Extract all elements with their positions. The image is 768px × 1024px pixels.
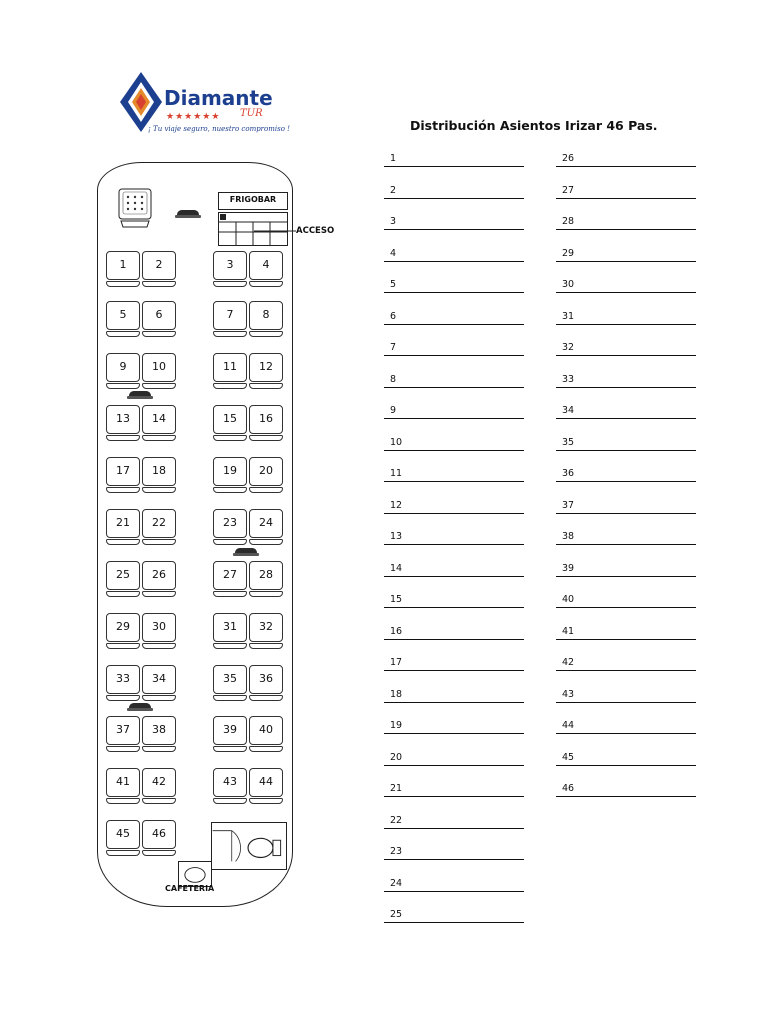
seat-27[interactable]: [213, 561, 247, 599]
seat-number: 40: [259, 723, 273, 736]
passenger-name-underline: [384, 859, 524, 860]
passenger-line-17[interactable]: [384, 657, 526, 671]
passenger-line-number: 13: [390, 531, 403, 542]
acceso-arrow-icon: [254, 224, 296, 238]
seat-number: 31: [223, 620, 237, 633]
seat-32[interactable]: [249, 613, 283, 651]
seat-2[interactable]: [142, 251, 176, 289]
seat-number: 29: [116, 620, 130, 633]
seat-number: 27: [223, 568, 237, 581]
passenger-name-underline: [384, 292, 524, 293]
passenger-line-20[interactable]: [384, 752, 526, 766]
passenger-name-underline: [384, 576, 524, 577]
seat-number: 38: [152, 723, 166, 736]
passenger-line-3[interactable]: [384, 216, 526, 230]
seat-number: 43: [223, 775, 237, 788]
seat-number: 42: [152, 775, 166, 788]
seat-33[interactable]: [106, 665, 140, 703]
passenger-name-underline: [384, 418, 524, 419]
passenger-name-underline: [556, 292, 696, 293]
passenger-name-underline: [556, 450, 696, 451]
passenger-line-number: 9: [390, 405, 397, 416]
passenger-line-16[interactable]: [384, 626, 526, 640]
passenger-line-21[interactable]: [384, 783, 526, 797]
passenger-name-underline: [384, 324, 524, 325]
passenger-line-number: 27: [562, 184, 575, 196]
passenger-line-number: 40: [562, 594, 575, 605]
passenger-line-number: 33: [562, 373, 575, 385]
tv-monitor-icon: [233, 548, 259, 557]
driver-seat-icon: [118, 188, 152, 228]
seat-3[interactable]: [213, 251, 247, 289]
passenger-name-underline: [556, 198, 696, 199]
passenger-line-40[interactable]: [556, 594, 698, 608]
seat-number: 12: [259, 360, 273, 373]
seat-number: 25: [116, 568, 130, 581]
seat-number: 2: [155, 258, 163, 271]
passenger-line-8[interactable]: [384, 374, 526, 388]
seat-number: 34: [152, 672, 166, 685]
passenger-line-number: 21: [390, 783, 403, 794]
passenger-name-underline: [384, 765, 524, 766]
seat-number: 14: [152, 412, 166, 425]
passenger-name-underline: [384, 261, 524, 262]
passenger-line-15[interactable]: [384, 594, 526, 608]
seat-number: 16: [259, 412, 273, 425]
passenger-line-number: 25: [390, 909, 403, 920]
passenger-line-35[interactable]: [556, 437, 698, 451]
passenger-name-underline: [556, 229, 696, 230]
passenger-line-number: 10: [390, 436, 403, 448]
passenger-line-25[interactable]: [384, 909, 526, 923]
passenger-line-28[interactable]: [556, 216, 698, 230]
passenger-line-36[interactable]: [556, 468, 698, 482]
passenger-line-number: 31: [562, 310, 575, 322]
brand-stars: ★★★★★★: [166, 112, 221, 122]
passenger-line-5[interactable]: [384, 279, 526, 293]
passenger-name-underline: [556, 166, 696, 167]
seat-number: 4: [262, 258, 270, 271]
seat-number: 17: [116, 464, 130, 477]
passenger-name-underline: [556, 702, 696, 703]
seat-7[interactable]: [213, 301, 247, 339]
passenger-line-34[interactable]: [556, 405, 698, 419]
passenger-line-number: 8: [390, 373, 397, 385]
passenger-line-number: 3: [390, 216, 397, 227]
passenger-line-number: 18: [390, 688, 403, 700]
passenger-name-underline: [556, 607, 696, 608]
passenger-line-number: 28: [562, 216, 575, 227]
passenger-line-37[interactable]: [556, 500, 698, 514]
passenger-name-underline: [384, 796, 524, 797]
seat-44[interactable]: [249, 768, 283, 806]
passenger-name-underline: [384, 670, 524, 671]
passenger-name-underline: [384, 639, 524, 640]
seat-number: 26: [152, 568, 166, 581]
passenger-line-23[interactable]: [384, 846, 526, 860]
restroom-icon: [211, 822, 287, 870]
passenger-line-number: 6: [390, 310, 397, 322]
passenger-name-underline: [556, 670, 696, 671]
passenger-line-42[interactable]: [556, 657, 698, 671]
seat-5[interactable]: [106, 301, 140, 339]
passenger-name-underline: [556, 796, 696, 797]
passenger-name-underline: [556, 639, 696, 640]
passenger-line-31[interactable]: [556, 311, 698, 325]
page-title: Distribución Asientos Irizar 46 Pas.: [410, 118, 658, 133]
brand-sub: TUR: [240, 108, 263, 119]
passenger-line-number: 2: [390, 184, 397, 196]
seat-number: 10: [152, 360, 166, 373]
tv-monitor-icon: [175, 210, 201, 219]
passenger-line-18[interactable]: [384, 689, 526, 703]
seat-number: 3: [226, 258, 234, 271]
seat-number: 7: [226, 308, 234, 321]
passenger-line-number: 39: [562, 562, 575, 574]
passenger-name-underline: [384, 387, 524, 388]
passenger-line-32[interactable]: [556, 342, 698, 356]
seat-17[interactable]: [106, 457, 140, 495]
seat-37[interactable]: [106, 716, 140, 754]
passenger-line-number: 15: [390, 594, 403, 605]
seat-9[interactable]: [106, 353, 140, 391]
passenger-name-underline: [556, 418, 696, 419]
seat-8[interactable]: [249, 301, 283, 339]
passenger-name-underline: [384, 166, 524, 167]
passenger-line-number: 14: [390, 562, 403, 574]
seat-31[interactable]: [213, 613, 247, 651]
seat-34[interactable]: [142, 665, 176, 703]
seat-45[interactable]: [106, 820, 140, 858]
seat-number: 45: [116, 827, 130, 840]
seat-36[interactable]: [249, 665, 283, 703]
passenger-line-19[interactable]: [384, 720, 526, 734]
passenger-line-number: 17: [390, 657, 403, 668]
passenger-line-number: 12: [390, 499, 403, 511]
passenger-line-14[interactable]: [384, 563, 526, 577]
seat-number: 8: [262, 308, 270, 321]
seat-4[interactable]: [249, 251, 283, 289]
passenger-line-27[interactable]: [556, 185, 698, 199]
passenger-line-41[interactable]: [556, 626, 698, 640]
seat-29[interactable]: [106, 613, 140, 651]
seat-14[interactable]: [142, 405, 176, 443]
passenger-line-number: 1: [390, 153, 397, 164]
passenger-line-12[interactable]: [384, 500, 526, 514]
acceso-label: ACCESO: [296, 226, 335, 236]
passenger-name-underline: [556, 261, 696, 262]
passenger-line-33[interactable]: [556, 374, 698, 388]
passenger-line-30[interactable]: [556, 279, 698, 293]
brand-name: Diamante: [164, 86, 273, 110]
passenger-line-number: 44: [562, 720, 575, 731]
passenger-line-number: 23: [390, 846, 403, 857]
passenger-line-11[interactable]: [384, 468, 526, 482]
seat-41[interactable]: [106, 768, 140, 806]
passenger-line-6[interactable]: [384, 311, 526, 325]
passenger-line-number: 38: [562, 531, 575, 542]
passenger-line-46[interactable]: [556, 783, 698, 797]
passenger-name-underline: [384, 450, 524, 451]
seat-46[interactable]: [142, 820, 176, 858]
seat-42[interactable]: [142, 768, 176, 806]
passenger-line-44[interactable]: [556, 720, 698, 734]
seat-22[interactable]: [142, 509, 176, 547]
tv-monitor-icon: [127, 391, 153, 400]
seat-number: 19: [223, 464, 237, 477]
seat-38[interactable]: [142, 716, 176, 754]
passenger-line-number: 29: [562, 247, 575, 259]
seat-number: 18: [152, 464, 166, 477]
passenger-line-7[interactable]: [384, 342, 526, 356]
passenger-line-26[interactable]: [556, 153, 698, 167]
passenger-line-number: 43: [562, 688, 575, 700]
passenger-line-10[interactable]: [384, 437, 526, 451]
passenger-line-number: 45: [562, 751, 575, 763]
seat-35[interactable]: [213, 665, 247, 703]
passenger-line-number: 4: [390, 247, 397, 259]
seat-number: 23: [223, 516, 237, 529]
seat-21[interactable]: [106, 509, 140, 547]
passenger-name-underline: [556, 513, 696, 514]
passenger-line-1[interactable]: [384, 153, 526, 167]
seat-number: 28: [259, 568, 273, 581]
seat-11[interactable]: [213, 353, 247, 391]
seat-number: 11: [223, 360, 237, 373]
seat-number: 5: [119, 308, 127, 321]
passenger-line-13[interactable]: [384, 531, 526, 545]
passenger-name-underline: [556, 387, 696, 388]
seat-18[interactable]: [142, 457, 176, 495]
passenger-line-number: 11: [390, 468, 403, 479]
passenger-line-number: 20: [390, 751, 403, 763]
seat-20[interactable]: [249, 457, 283, 495]
seat-25[interactable]: [106, 561, 140, 599]
seat-12[interactable]: [249, 353, 283, 391]
tv-monitor-icon: [127, 703, 153, 712]
passenger-name-underline: [384, 481, 524, 482]
seat-13[interactable]: [106, 405, 140, 443]
passenger-name-underline: [384, 229, 524, 230]
seat-number: 21: [116, 516, 130, 529]
seat-number: 30: [152, 620, 166, 633]
passenger-line-24[interactable]: [384, 878, 526, 892]
passenger-name-underline: [384, 355, 524, 356]
passenger-line-number: 30: [562, 279, 575, 290]
passenger-name-underline: [556, 544, 696, 545]
passenger-line-number: 19: [390, 720, 403, 731]
seat-number: 39: [223, 723, 237, 736]
seat-26[interactable]: [142, 561, 176, 599]
passenger-name-underline: [556, 324, 696, 325]
passenger-name-underline: [556, 733, 696, 734]
passenger-line-2[interactable]: [384, 185, 526, 199]
passenger-line-45[interactable]: [556, 752, 698, 766]
passenger-line-number: 32: [562, 342, 575, 353]
company-logo: [118, 68, 290, 140]
passenger-line-number: 24: [390, 877, 403, 889]
passenger-line-9[interactable]: [384, 405, 526, 419]
passenger-line-39[interactable]: [556, 563, 698, 577]
passenger-line-22[interactable]: [384, 815, 526, 829]
passenger-line-29[interactable]: [556, 248, 698, 262]
passenger-line-number: 42: [562, 657, 575, 668]
seat-28[interactable]: [249, 561, 283, 599]
seat-number: 15: [223, 412, 237, 425]
frigobar-label: FRIGOBAR: [229, 195, 277, 204]
passenger-name-underline: [556, 481, 696, 482]
passenger-line-number: 5: [390, 279, 397, 290]
seat-6[interactable]: [142, 301, 176, 339]
seat-number: 24: [259, 516, 273, 529]
passenger-line-number: 35: [562, 436, 575, 448]
seat-number: 36: [259, 672, 273, 685]
passenger-name-underline: [384, 544, 524, 545]
passenger-name-underline: [384, 828, 524, 829]
passenger-line-43[interactable]: [556, 689, 698, 703]
seat-number: 44: [259, 775, 273, 788]
passenger-name-underline: [384, 891, 524, 892]
seat-number: 6: [155, 308, 163, 321]
seat-number: 32: [259, 620, 273, 633]
seat-number: 13: [116, 412, 130, 425]
brand-slogan: ¡ Tu viaje seguro, nuestro compromiso !: [148, 125, 290, 133]
seat-15[interactable]: [213, 405, 247, 443]
passenger-name-underline: [556, 765, 696, 766]
passenger-line-number: 22: [390, 814, 403, 826]
seat-number: 9: [119, 360, 127, 373]
seat-1[interactable]: [106, 251, 140, 289]
passenger-line-number: 36: [562, 468, 575, 479]
seat-number: 46: [152, 827, 166, 840]
passenger-line-number: 26: [562, 153, 575, 164]
seat-number: 37: [116, 723, 130, 736]
passenger-line-number: 46: [562, 783, 575, 794]
passenger-line-number: 16: [390, 625, 403, 637]
seat-number: 33: [116, 672, 130, 685]
passenger-line-4[interactable]: [384, 248, 526, 262]
seat-39[interactable]: [213, 716, 247, 754]
passenger-name-underline: [384, 607, 524, 608]
passenger-line-number: 34: [562, 405, 575, 416]
passenger-name-underline: [384, 702, 524, 703]
seat-10[interactable]: [142, 353, 176, 391]
passenger-line-number: 37: [562, 499, 575, 511]
passenger-line-38[interactable]: [556, 531, 698, 545]
seat-30[interactable]: [142, 613, 176, 651]
seat-number: 22: [152, 516, 166, 529]
seat-number: 1: [119, 258, 127, 271]
passenger-name-underline: [384, 922, 524, 923]
passenger-name-underline: [384, 513, 524, 514]
seat-19[interactable]: [213, 457, 247, 495]
seat-16[interactable]: [249, 405, 283, 443]
seat-number: 41: [116, 775, 130, 788]
passenger-line-number: 7: [390, 342, 397, 353]
seat-23[interactable]: [213, 509, 247, 547]
seat-43[interactable]: [213, 768, 247, 806]
seat-24[interactable]: [249, 509, 283, 547]
passenger-name-underline: [556, 355, 696, 356]
passenger-name-underline: [384, 198, 524, 199]
seat-40[interactable]: [249, 716, 283, 754]
cafeteria-label: CAFETERIA: [165, 884, 215, 893]
passenger-name-underline: [384, 733, 524, 734]
seat-number: 20: [259, 464, 273, 477]
passenger-line-number: 41: [562, 625, 575, 637]
seat-number: 35: [223, 672, 237, 685]
passenger-name-underline: [556, 576, 696, 577]
